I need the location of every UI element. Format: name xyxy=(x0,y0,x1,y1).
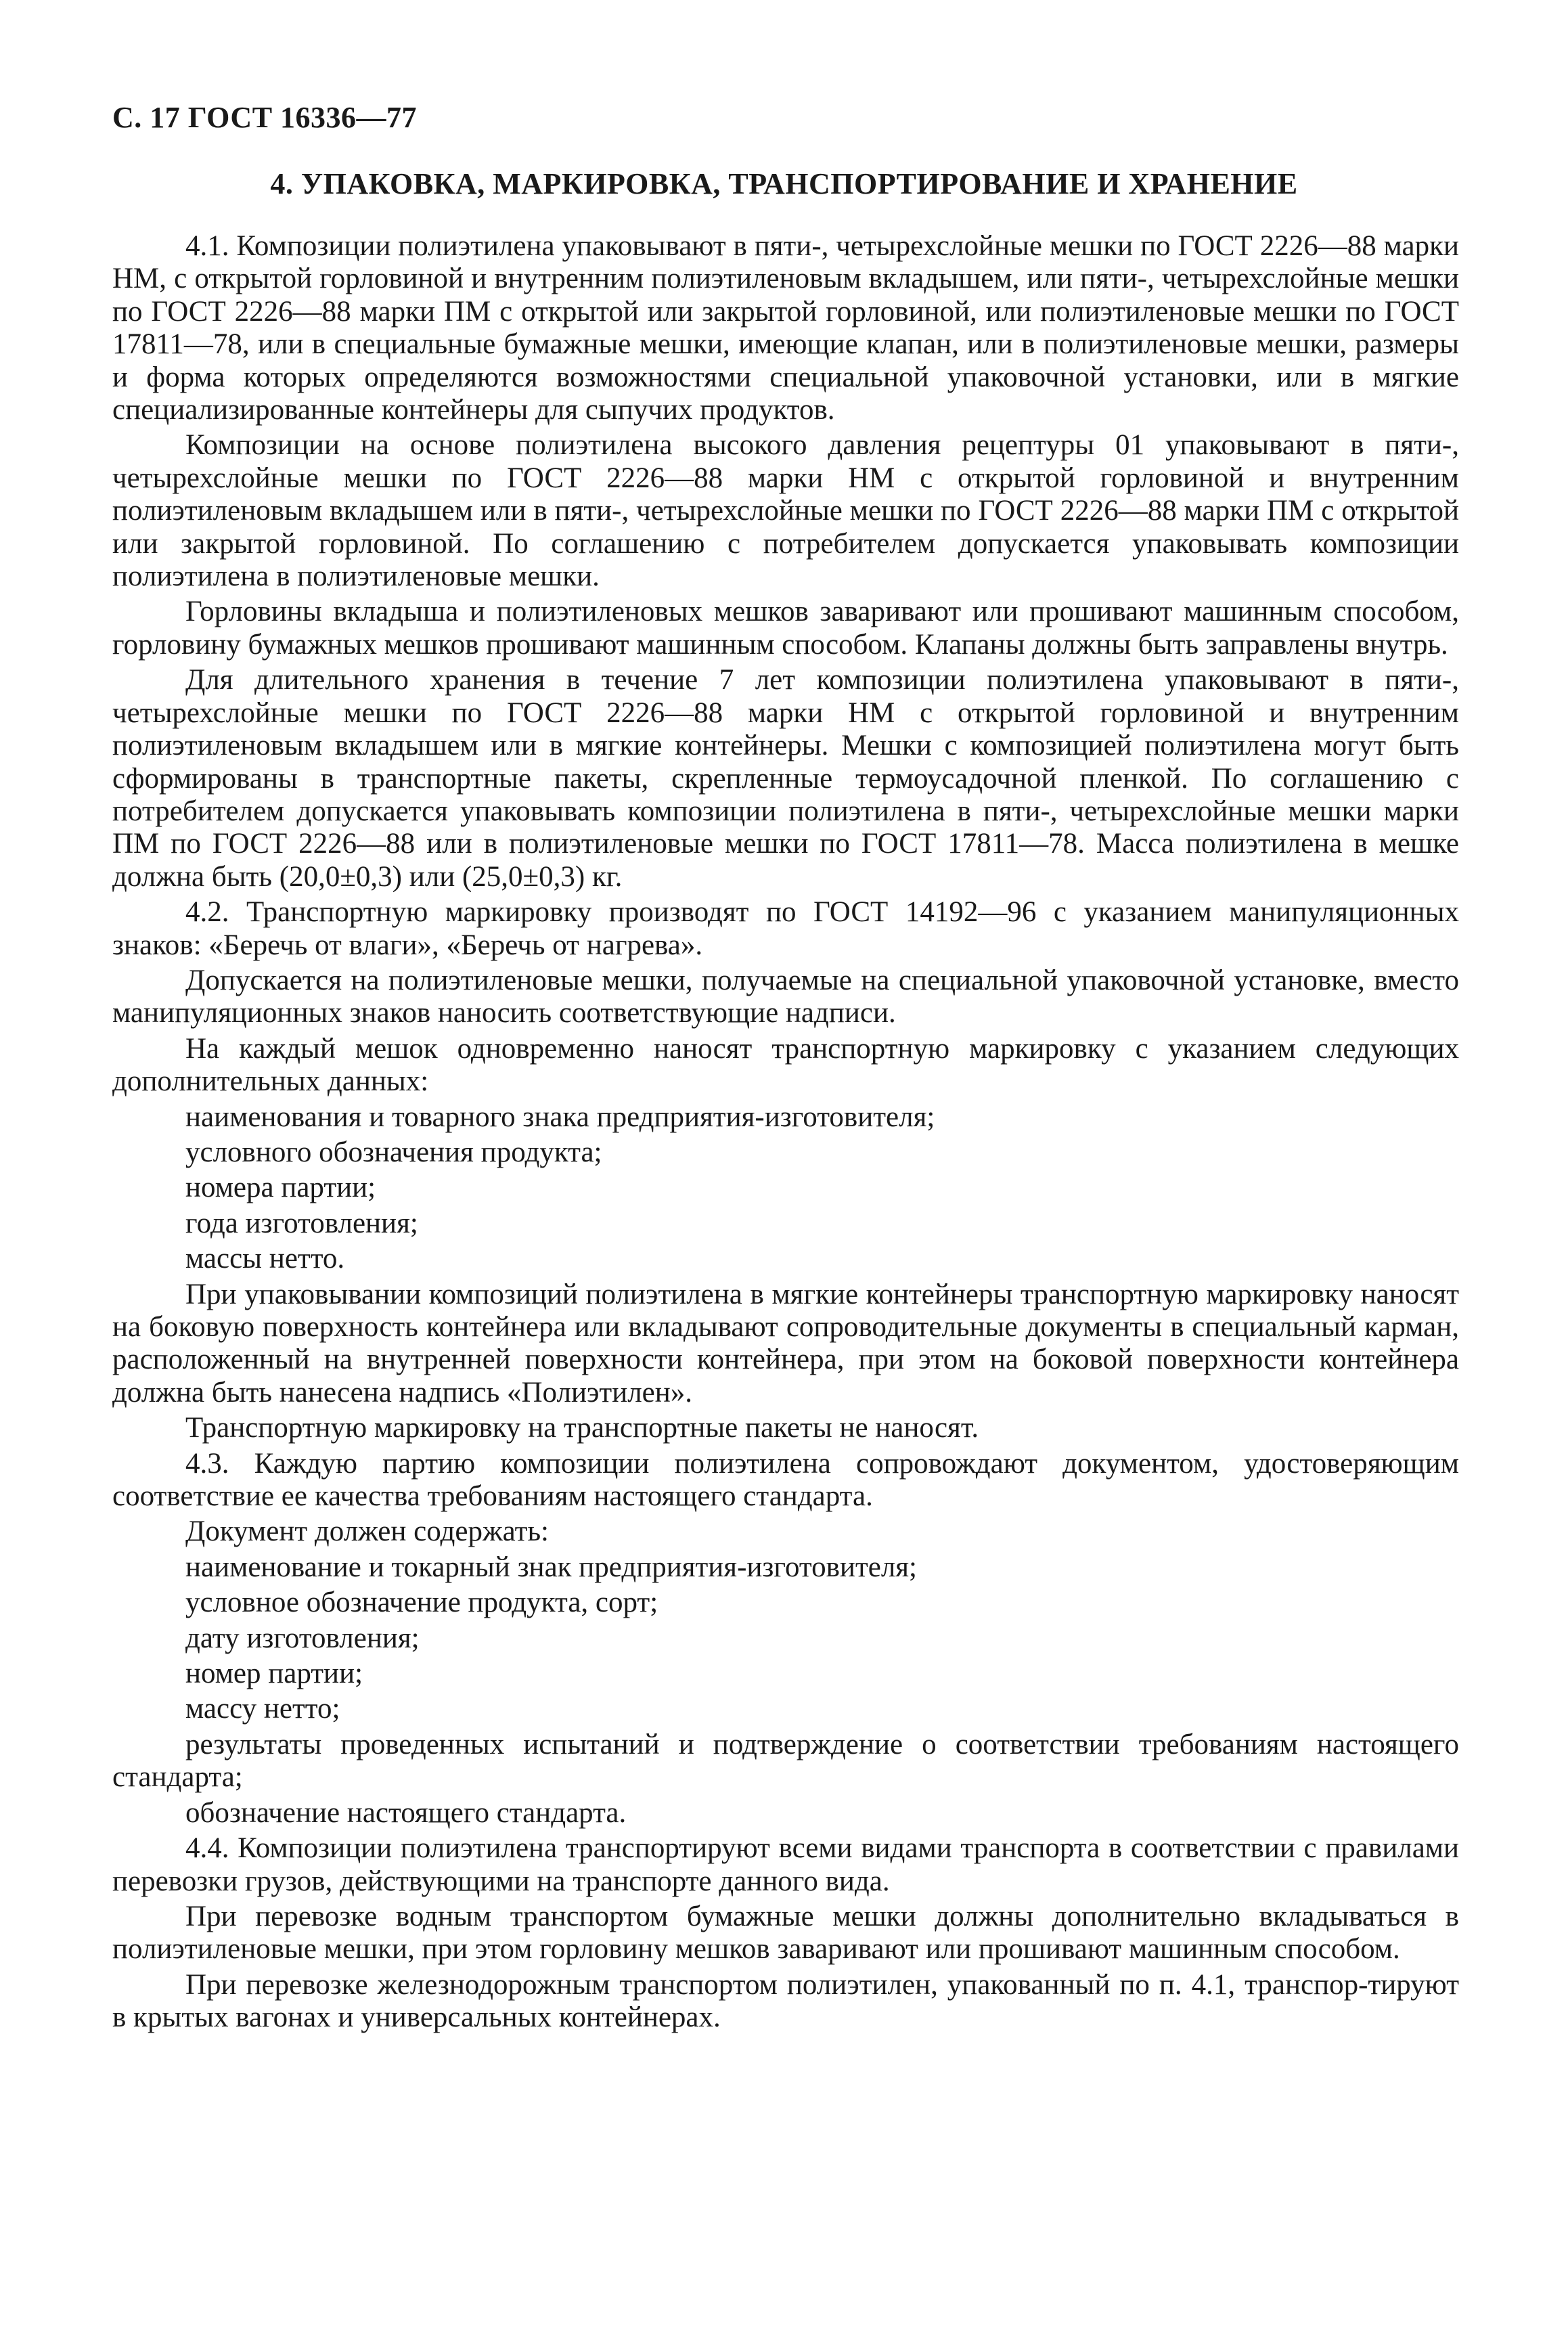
paragraph: При перевозке железнодорожным транспортом полиэтилен, упакованный по п. 4.1, транспор-тируют в крытых вагонах и универсальных контейнерах. xyxy=(112,1968,1459,2034)
paragraph: Документ должен содержать: xyxy=(185,1515,549,1548)
paragraph: Допускается на полиэтиленовые мешки, получаемые на специальной упаковочной установке, вместо манипуляционных знаков наносить соответствующие надписи. xyxy=(112,964,1459,1029)
clause-4-2-paragraph: 4.2. Транспортную маркировку производят по ГОСТ 14192—96 с указанием манипуляционных знаков: «Беречь от влаги», «Беречь от нагрева». xyxy=(112,896,1459,961)
list-item: наименование и токарный знак предприятия-изготовителя; xyxy=(185,1551,918,1583)
paragraph: Горловины вкладыша и полиэтиленовых мешков заваривают или прошивают машинным способом, горловину бумажных мешков прошивают машинным способом. Клапаны должны быть заправлены внутрь. xyxy=(112,596,1459,661)
list-item: условного обозначения продукта; xyxy=(185,1136,602,1168)
page-header: С. 17 ГОСТ 16336—77 xyxy=(112,101,418,134)
clause-4-3-paragraph: 4.3. Каждую партию композиции полиэтилена сопровождают документом, удостоверяющим соответствие ее качества требованиям настоящего стандарта. xyxy=(112,1447,1459,1513)
list-item: массу нетто; xyxy=(185,1693,340,1725)
list-item: результаты проведенных испытаний и подтверждение о соответствии требованиям настоящего стандарта; xyxy=(112,1728,1459,1794)
list-item: номера партии; xyxy=(185,1172,376,1204)
paragraph: Для длительного хранения в течение 7 лет композиции полиэтилена упаковывают в пяти-, четырехслойные мешки по ГОСТ 2226—88 марки НМ с открытой горловиной и внутренним полиэтиленовым вкладышем или в мягкие контейнеры. Мешки с композицией полиэтилена могут быть сформированы в транспортные пакеты, скрепленные термоусадочной пленкой. По соглашению с потребителем допускается упаковывать композиции полиэтилена в пяти-, четырехслойные мешки марки ПМ по ГОСТ 2226—88 или в полиэтиленовые мешки по ГОСТ 17811—78. Масса полиэтилена в мешке должна быть (20,0±0,3) или (25,0±0,3) кг. xyxy=(112,664,1459,893)
paragraph: При упаковывании композиций полиэтилена в мягкие контейнеры транспортную маркировку наносят на боковую поверхность контейнера или вкладывают сопроводительные документы в специальный карман, расположенный на внутренней поверхности контейнера, при этом на боковой поверхности контейнера должна быть нанесена надпись «Полиэтилен». xyxy=(112,1278,1459,1409)
section-title: 4. УПАКОВКА, МАРКИРОВКА, ТРАНСПОРТИРОВАНИЕ И ХРАНЕНИЕ xyxy=(270,167,1298,200)
paragraph: При перевозке водным транспортом бумажные мешки должны дополнительно вкладываться в полиэтиленовые мешки, при этом горловину мешков заваривают или прошивают машинным способом. xyxy=(112,1900,1459,1966)
document-body xyxy=(112,230,1459,2037)
list-item: наименования и товарного знака предприятия-изготовителя; xyxy=(185,1101,935,1133)
clause-4-1-paragraph: 4.1. Композиции полиэтилена упаковывают в пяти-, четырехслойные мешки по ГОСТ 2226—88 марки НМ, с открытой горловиной и внутренним полиэтиленовым вкладышем, или пяти-, четырехслойные мешки по ГОСТ 2226—88 марки ПМ с открытой или закрытой горловиной, или полиэтиленовые мешки по ГОСТ 17811—78, или в специальные бумажные мешки, имеющие клапан, или в полиэтиленовые мешки, размеры и форма которых определяются возможностями специальной упаковочной установки, или в мягкие специализированные контейнеры для сыпучих продуктов. xyxy=(112,230,1459,426)
list-item: года изготовления; xyxy=(185,1207,418,1239)
list-item: массы нетто. xyxy=(185,1243,345,1275)
paragraph: Композиции на основе полиэтилена высокого давления рецептуры 01 упаковывают в пяти-, четырехслойные мешки по ГОСТ 2226—88 марки НМ с открытой горловиной и внутренним полиэтиленовым вкладышем или в пяти-, четырехслойные мешки по ГОСТ 2226—88 марки ПМ с открытой или закрытой горловиной. По соглашению с потребителем допускается упаковывать композиции полиэтилена в полиэтиленовые мешки. xyxy=(112,429,1459,593)
paragraph: Транспортную маркировку на транспортные пакеты не наносят. xyxy=(185,1412,979,1444)
list-item: условное обозначение продукта, сорт; xyxy=(185,1587,658,1619)
list-item: номер партии; xyxy=(185,1658,363,1690)
list-item: дату изготовления; xyxy=(185,1622,420,1654)
paragraph: На каждый мешок одновременно наносят транспортную маркировку с указанием следующих дополнительных данных: xyxy=(112,1032,1459,1098)
list-item: обозначение настоящего стандарта. xyxy=(185,1796,627,1829)
clause-4-4-paragraph: 4.4. Композиции полиэтилена транспортируют всеми видами транспорта в соответствии с правилами перевозки грузов, действующими на транспорте данного вида. xyxy=(112,1832,1459,1897)
